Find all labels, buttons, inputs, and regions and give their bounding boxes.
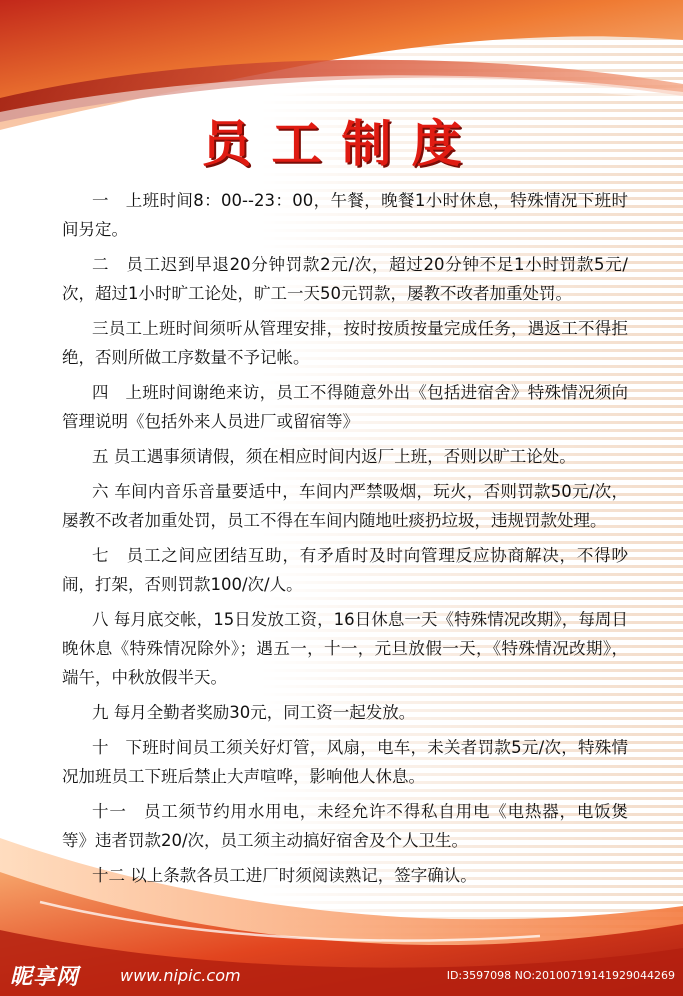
rule-item: 四 上班时间谢绝来访，员工不得随意外出《包括进宿舍》特殊情况须向管理说明《包括外来人员进厂或留宿等》	[62, 383, 628, 431]
rule-item: 八 每月底交帐，15日发放工资，16日休息一天《特殊情况改期》，每周日晚休息《特殊情况除外》；遇五一，十一，元旦放假一天，《特殊情况改期》，端午，中秋放假半天。	[62, 610, 628, 687]
rule-item: 三员工上班时间须听从管理安排，按时按质按量完成任务，遇返工不得拒绝，否则所做工序数量不予记帐。	[62, 319, 628, 367]
rule-item: 十一 员工须节约用水用电，未经允许不得私自用电《电热器，电饭煲等》违者罚款20/次，员工须主动搞好宿舍及个人卫生。	[62, 802, 628, 850]
watermark-logo: 昵享网	[10, 965, 80, 990]
rule-item: 七 员工之间应团结互助，有矛盾时及时向管理反应协商解决，不得吵闹，打架，否则罚款100/次/人。	[62, 546, 628, 594]
rule-item: 二 员工迟到早退20分钟罚款2元/次，超过20分钟不足1小时罚款5元/次，超过1小时旷工论处，旷工一天50元罚款，屡教不改者加重处罚。	[62, 255, 628, 303]
rule-item: 一 上班时间8：00--23：00，午餐，晚餐1小时休息，特殊情况下班时间另定。	[62, 191, 628, 239]
watermark-url: www.nipic.com	[120, 966, 241, 985]
rule-item: 五 员工遇事须请假，须在相应时间内返厂上班，否则以旷工论处。	[92, 447, 576, 466]
rule-item: 十二 以上条款各员工进厂时须阅读熟记，签字确认。	[92, 866, 477, 885]
page-title: 员工制度	[201, 114, 482, 173]
rule-item: 六 车间内音乐音量要适中，车间内严禁吸烟，玩火，否则罚款50元/次，屡教不改者加重处罚，员工不得在车间内随地吐痰扔垃圾，违规罚款处理。	[62, 482, 628, 530]
rule-item: 九 每月全勤者奖励30元，同工资一起发放。	[92, 703, 416, 722]
watermark-id: ID:3597098 NO:20100719141929044269	[446, 969, 675, 982]
rules-list	[62, 186, 628, 896]
rule-item: 十 下班时间员工须关好灯管，风扇，电车，未关者罚款5元/次，特殊情况加班员工下班后禁止大声喧哗，影响他人休息。	[62, 738, 628, 786]
